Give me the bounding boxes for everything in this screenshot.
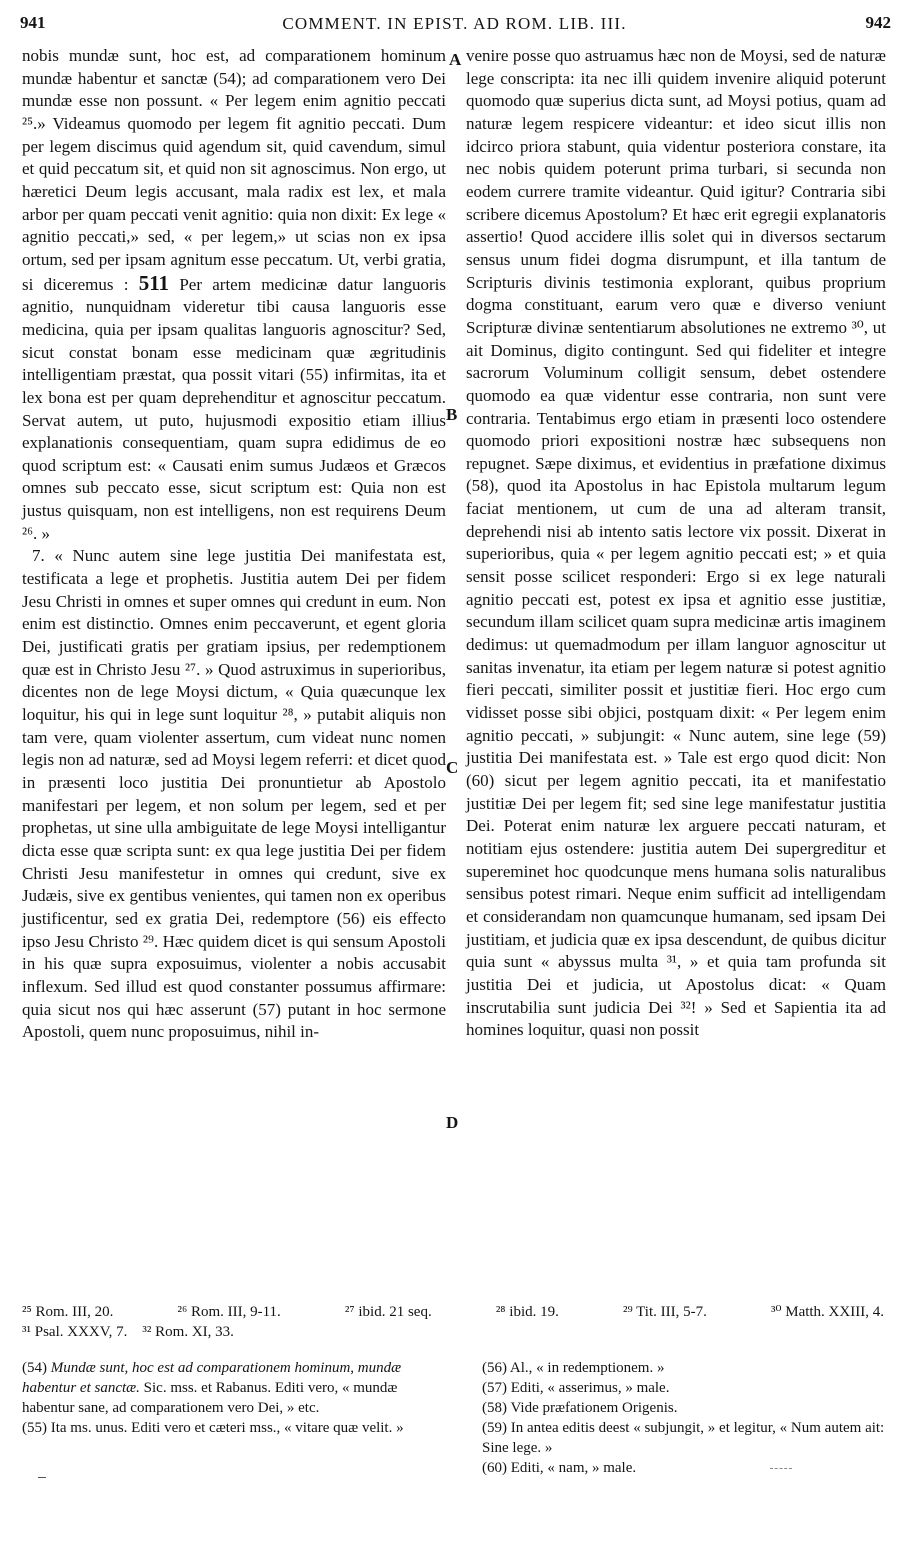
margin-letter-b: B xyxy=(446,405,458,424)
note-54: (54) Mundæ sunt, hoc est ad comparationem hominum, mundæ habentur et sanctæ. Sic. mss. et Rabanus. Editi vero, « mundæ habentur sane, ad comparationem vero Dei, » etc. xyxy=(22,1360,402,1416)
stray-mark-right xyxy=(770,1468,792,1469)
left-paragraph-2: 7. « Nunc autem sine lege justitia Dei manifestata est, testificata a lege et prophetis. Justitia autem Dei per fidem Jesu Christi in omnes et super omnes qui credunt in eum. Non enim est distinctio. Omnes enim peccaverunt, et egent gloria Dei, justificati gratis per gratiam ipsius, per redemptionem quæ est in Christo Jesu ²⁷. » Quod astruximus in superioribus, dicentes non de lege Moysi dictum, « Quia quæcunque lex loquitur, his qui in lege sunt loquitur ²⁸, » putabit aliquis non tam vere, quam violenter assertum, cum videat nunc nomen legis non ad naturæ, sed ad Moysi legem referri: et dicet quod in præsenti loco justitia Dei pronuntietur ab Apostolo manifestari per legem, et non solum per legem, sed et per prophetas, ut sine ulla ambiguitate de lege Moysi intelligantur dicta esse quæ scripta sunt: ex qua lege justitia Dei per fidem Christi Jesu manifestetur in omnes qui credunt, sive ex Judæis, sive ex gentibus venientes, qui tamen non ex operibus justificentur, sed ex gratia Dei, redemptore (56) eis effecto ipso Jesu Christo ²⁹. Hæc quidem dicet is qui sensum Apostoli in his quæ supra exposuimus, violenter a nobis accusabit inflexum. Sed illud est quod constanter possumus affirmare: quia sicut nos qui hæc asserunt (57) putant in hoc sermone Apostoli, quem nunc proposuimus, nihil in- xyxy=(22,546,446,1042)
right-paragraph-1: venire posse quo astruamus hæc non de Moysi, sed de naturæ lege conscripta: ita nec illi quidem invenire aliquid poterunt quomodo quæ superius dicta sunt, ad Moysi potius, quam ad naturæ legem respicere videantur: et ideo sicut illis non idcirco priora stabunt, quia videntur posteriora constare, ita nec nobis quidem poterunt prima turbari, si secunda non eodem currere tramite videantur. Quid igitur? Contraria sibi scribere dicemus Apostolum? Et hæc erit egregii explanatoris assertio! Quod accidere illis solet qui in diversos sectarum sensus unum fidei dogma disrumpunt, et illa tantum de Scripturis divinis testimonia explorant, quibus proprium dogma constituant, earum vero quæ e diverso veniunt Scripturæ divinæ sententiarum absolutiones ne extremo ³⁰, ut ait Dominus, digito contingunt. Sed qui fideliter et integre sacrorum Voluminum colligit sensum, debet ostendere quomodo ea quæ videntur esse contraria, non sunt vere contraria. Tentabimus ergo etiam in præsenti loco ostendere quomodo priori expositioni nostræ hæc subsequens non repugnet. Sæpe diximus, et evidentius in præfatione diximus (58), quod ita Apostolus in hac Epistola multarum legum faciat mentionem, ut cum de una ad alteram transit, deprehendi nisi ab intento satis lectore vix possit. Dixerat in superioribus, quia « per legem agnitio peccati est; » et quia sensit posse scilicet responderi: Ergo si ex lege naturali agnitio peccati est, potest ex ipsa et agnitio esse justitiæ, secundum illam scilicet quam supra medicinæ artis imaginem dedimus: ut quemadmodum per illam languor agnoscitur ut sanitas invenatur, ita etiam per legem naturæ si potest agnitio fieri peccati, similiter possit et justitiæ fieri. Hoc ergo cum vidisset posse sibi objici, postquam dixit: « Per legem enim agnitio peccati, » subjungit: « Nunc autem, sine lege (59) justitia Dei manifestata est. » Tale est ergo quod dicit: Non (60) sicut per legem agnitio peccati, ita et manifestatio justitiæ Dei per legem fit; sed sine lege manifestatur justitia Dei. Poterat enim naturæ lex arguere peccati naturam, et notitiam ejus ostendere: justitia autem Dei supergreditur et supereminet hoc quodcunque mens humana solis naturalibus sensibus potest rimari. Neque enim sufficit ad intelligendam et considerandam non quamcunque humanam, sed ipsam Dei justitiam, et judicia quæ ex ipsa descendunt, de quibus dicitur quia sunt « abyssus multa ³¹, » et quia tam profunda sit justitia Dei et judicia, ut Apostolus dicat: « Quam inscrutabilia sunt judicia Dei ³²! » Sed et Sapientia ita ad homines loquitur, quasi non possit xyxy=(466,46,886,1040)
left-paragraph-1-a: nobis mundæ sunt, hoc est, ad comparationem hominum mundæ habentur et sanctæ (54); ad comparationem vero Dei mundæ esse non possunt. « Per legem enim agnitio peccati ²⁵.» Videamus quomodo per legem fit agnitio peccati. Dum per legem discimus quid agendum sit, quid cavendum, simul et quid peccatum sit, et quid non sit agnoscimus. Non ergo, ut hæretici Deum legis accusant, mala radix est lex, et mala arbor per quam peccati venit agnitio: quia non dixit: Ex lege « agnitio peccati,» sed, « per legem,» ut scias non ex ipsa ortum, sed per ipsam agnitum esse peccatum. Ut, verbi gratia, si diceremus : xyxy=(22,46,446,294)
left-paragraph-1-b: Per artem medicinæ datur languoris agnitio, nunquidnam videretur tibi causa languoris esse medicina, quia per ipsam qualitas languoris agnoscitur? Sed, sicut constat bonam esse medicinam quæ ægritudinis intelligentiam præstat, qua possit vitari (55) infirmitas, ita et lex bona est per quam deprehenditur et agnoscitur peccatum. Servat autem, ut puto, hujusmodi expositio etiam illius explanationis consequentiam, quam supra edidimus de eo quod scriptum est: « Causati enim sumus Judæos et Græcos omnes sub peccato esse, sicut scriptum est: Quia non est justus quisquam, non est intelligens, non est requirens Deum ²⁶. » xyxy=(22,274,447,543)
page-header xyxy=(14,5,895,35)
note-55: (55) Ita ms. unus. Editi vero et cæteri mss., « vitare quæ velit. » xyxy=(22,1420,404,1436)
running-title: COMMENT. IN EPIST. AD ROM. LIB. III. xyxy=(282,14,627,33)
page-number-left: 941 xyxy=(20,13,46,32)
note-56: (56) Al., « in redemptionem. » xyxy=(482,1360,665,1376)
editorial-notes-right xyxy=(482,1358,902,1478)
note-58: (58) Vide præfationem Origenis. xyxy=(482,1400,678,1416)
page-number-right: 942 xyxy=(865,13,891,32)
footnote-25: ²⁵ Rom. III, 20. xyxy=(22,1304,114,1320)
page-break-number: 511 xyxy=(138,270,170,295)
footnote-27: ²⁷ ibid. 21 seq. xyxy=(344,1304,432,1320)
footnote-29: ²⁹ Tit. III, 5-7. xyxy=(622,1304,707,1320)
footnote-30: ³⁰ Matth. XXIII, 4. xyxy=(770,1304,884,1320)
note-57: (57) Editi, « asserimus, » male. xyxy=(482,1380,670,1396)
margin-letter-a: A xyxy=(449,50,462,69)
right-column xyxy=(466,45,886,1042)
footnote-28: ²⁸ ibid. 19. xyxy=(495,1304,559,1320)
left-column xyxy=(22,45,446,1044)
note-59: (59) In antea editis deest « subjungit, » et legitur, « Num autem ait: Sine lege. » xyxy=(482,1420,885,1456)
margin-letter-d: D xyxy=(446,1113,459,1132)
stray-mark xyxy=(38,1477,46,1478)
editorial-notes-left xyxy=(22,1358,442,1438)
note-60: (60) Editi, « nam, » male. xyxy=(482,1460,637,1476)
footnote-31: ³¹ Psal. XXXV, 7. xyxy=(22,1324,128,1340)
note-54-rest: Sic. mss. et Rabanus. Editi vero, « mundæ habentur sane, ad comparationem vero Dei, » etc. xyxy=(22,1380,398,1416)
note-54-italic: Mundæ sunt, hoc est ad comparationem hominum, mundæ habentur et sanctæ. xyxy=(22,1360,402,1396)
left-paragraph-1 xyxy=(22,45,446,545)
margin-letter-c: C xyxy=(446,758,459,777)
footnote-26: ²⁶ Rom. III, 9-11. xyxy=(177,1304,281,1320)
footnote-32: ³² Rom. XI, 33. xyxy=(142,1324,234,1340)
scripture-footnotes xyxy=(22,1302,892,1342)
